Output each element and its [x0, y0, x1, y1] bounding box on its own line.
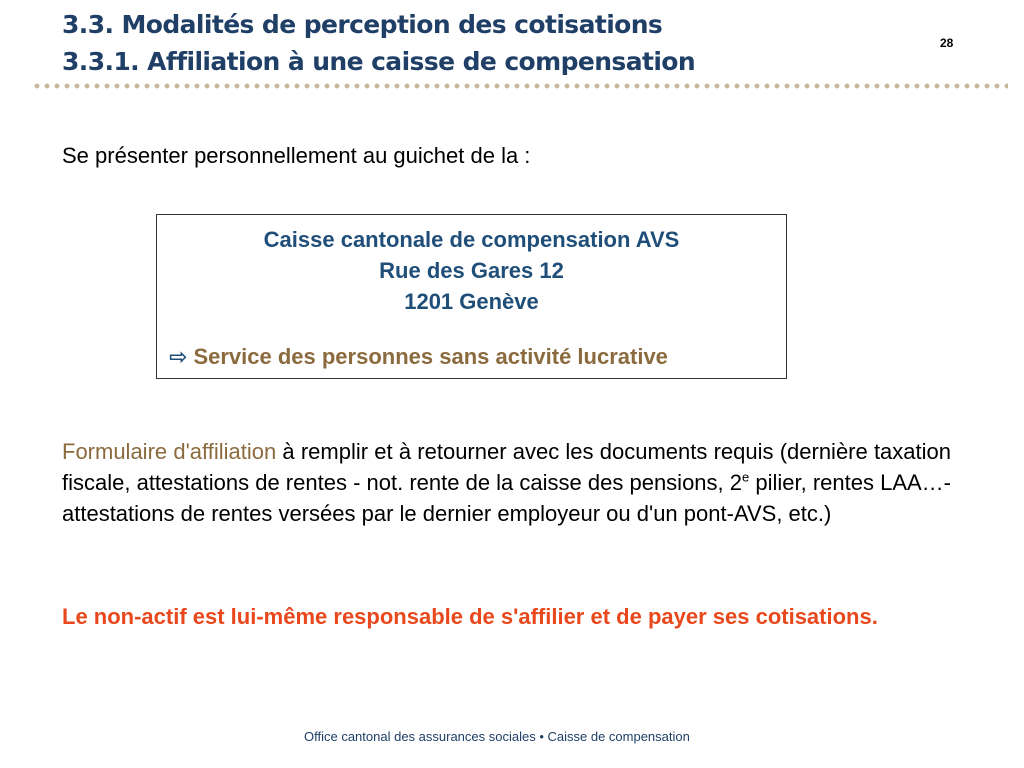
address-line-2: Rue des Gares 12: [379, 258, 564, 283]
affiliation-paragraph: [62, 436, 951, 529]
address-block: [157, 224, 786, 317]
affiliation-text-2: pilier, rentes LAA…- attestations de rentes versées par le dernier employeur ou d'un pont-AVS, etc.): [62, 470, 951, 526]
address-box: [156, 214, 787, 379]
superscript-e: e: [742, 469, 750, 485]
service-line: [169, 344, 668, 370]
footer: Office cantonal des assurances sociales • Caisse de compensation: [304, 729, 690, 744]
affiliation-form-link: Formulaire d'affiliation: [62, 439, 277, 464]
intro-text: Se présenter personnellement au guichet de la :: [62, 143, 531, 168]
address-line-3: 1201 Genève: [404, 289, 539, 314]
title-line-2: 3.3.1. Affiliation à une caisse de compensation: [62, 47, 696, 76]
arrow-right-icon: ⇨: [169, 344, 188, 369]
dotted-divider: [32, 82, 1008, 90]
affiliation-text-1: à remplir et à retourner avec les documents requis (dernière taxation fiscale, attestations de rentes - not. rente de la caisse des pensions, 2: [62, 439, 951, 495]
page-title: [62, 6, 695, 80]
title-line-1: 3.3. Modalités de perception des cotisations: [62, 10, 663, 39]
slide-number: 28: [940, 36, 954, 50]
service-label: Service des personnes sans activité lucrative: [193, 344, 668, 369]
address-line-1: Caisse cantonale de compensation AVS: [263, 227, 680, 252]
responsibility-notice: Le non-actif est lui-même responsable de s'affilier et de payer ses cotisations.: [62, 604, 878, 629]
